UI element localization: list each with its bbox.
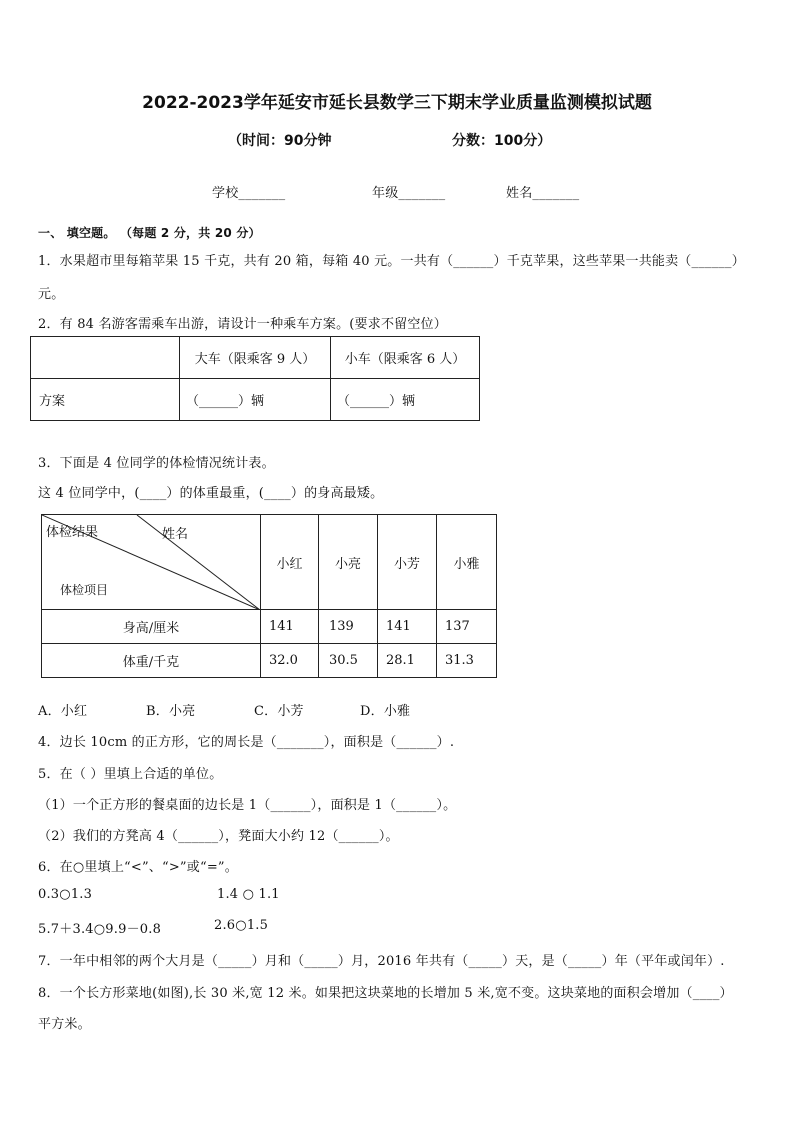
question-8: 8．一个长方形菜地(如图),长 30 米,宽 12 米。如果把这块菜地的长增加 5 米,宽不变。这块菜地的面积会增加（____） xyxy=(38,986,733,1001)
diag-label-name: 姓名 xyxy=(162,527,189,542)
question-1-cont: 元。 xyxy=(38,287,65,302)
compare-d[interactable]: 2.6○1.5 xyxy=(214,918,269,933)
name-header: 小芳 xyxy=(378,515,437,610)
question-8-cont: 平方米。 xyxy=(38,1017,91,1032)
option-b[interactable]: B．小亮 xyxy=(146,704,196,719)
name-header: 小雅 xyxy=(437,515,497,610)
table-cell-empty xyxy=(31,337,180,379)
section-heading: 一、 填空题。 （每题 2 分，共 20 分） xyxy=(38,226,261,240)
question-6: 6．在○里填上“<”、“>”或“=”。 xyxy=(38,860,238,875)
compare-c[interactable]: 5.7＋3.4○9.9－0.8 xyxy=(38,922,162,937)
name-field[interactable]: 姓名_______ xyxy=(506,186,580,201)
diagonal-header-cell xyxy=(42,515,261,610)
exam-time: （时间：90分钟 xyxy=(228,133,332,149)
question-3: 3．下面是 4 位同学的体检情况统计表。 xyxy=(38,456,275,471)
option-c[interactable]: C．小芳 xyxy=(254,704,304,719)
table-cell: 137 xyxy=(437,610,497,644)
question-2: 2．有 84 名游客需乘车出游，请设计一种乘车方案。(要求不留空位） xyxy=(38,317,447,332)
compare-b[interactable]: 1.4 ○ 1.1 xyxy=(217,887,280,902)
table-cell: 139 xyxy=(319,610,378,644)
option-d[interactable]: D．小雅 xyxy=(360,704,411,719)
table-row-label: 方案 xyxy=(31,379,180,421)
row-label: 身高/厘米 xyxy=(42,610,261,644)
health-check-table xyxy=(41,514,497,678)
table-cell: 31.3 xyxy=(437,644,497,678)
page-title: 2022-2023学年延安市延长县数学三下期末学业质量监测模拟试题 xyxy=(142,93,652,113)
answer-cell[interactable]: （______）辆 xyxy=(180,379,331,421)
question-5: 5．在（ ）里填上合适的单位。 xyxy=(38,767,223,782)
exam-score: 分数：100分） xyxy=(452,133,552,149)
table-cell: 32.0 xyxy=(261,644,319,678)
question-1: 1．水果超市里每箱苹果 15 千克，共有 20 箱，每箱 40 元。一共有（______）千克苹果，这些苹果一共能卖（______） xyxy=(38,254,745,269)
diag-label-item: 体检项目 xyxy=(60,583,109,597)
answer-cell[interactable]: （______）辆 xyxy=(331,379,480,421)
table-header: 大车（限乘客 9 人） xyxy=(180,337,331,379)
row-label: 体重/千克 xyxy=(42,644,261,678)
question-4: 4．边长 10cm 的正方形，它的周长是（_______），面积是（______）. xyxy=(38,735,455,750)
diag-label-result: 体检结果 xyxy=(46,525,99,540)
bus-plan-table xyxy=(30,336,480,421)
table-header: 小车（限乘客 6 人） xyxy=(331,337,480,379)
table-cell: 30.5 xyxy=(319,644,378,678)
question-5-2: （2）我们的方凳高 4（______），凳面大小约 12（______）。 xyxy=(38,829,399,844)
question-3-ask: 这 4 位同学中，(____）的体重最重，(____）的身高最矮。 xyxy=(38,486,384,501)
school-field[interactable]: 学校_______ xyxy=(212,186,286,201)
grade-field[interactable]: 年级_______ xyxy=(372,186,446,201)
question-5-1: （1）一个正方形的餐桌面的边长是 1（______），面积是 1（______）。 xyxy=(38,798,457,813)
compare-a[interactable]: 0.3○1.3 xyxy=(38,887,93,902)
table-cell: 28.1 xyxy=(378,644,437,678)
table-row xyxy=(42,610,497,644)
table-row xyxy=(42,644,497,678)
table-cell: 141 xyxy=(261,610,319,644)
question-7: 7．一年中相邻的两个大月是（_____）月和（_____）月，2016 年共有（_____）天，是（_____）年（平年或闰年）. xyxy=(38,954,725,969)
name-header: 小红 xyxy=(261,515,319,610)
name-header: 小亮 xyxy=(319,515,378,610)
option-a[interactable]: A．小红 xyxy=(38,704,88,719)
table-cell: 141 xyxy=(378,610,437,644)
